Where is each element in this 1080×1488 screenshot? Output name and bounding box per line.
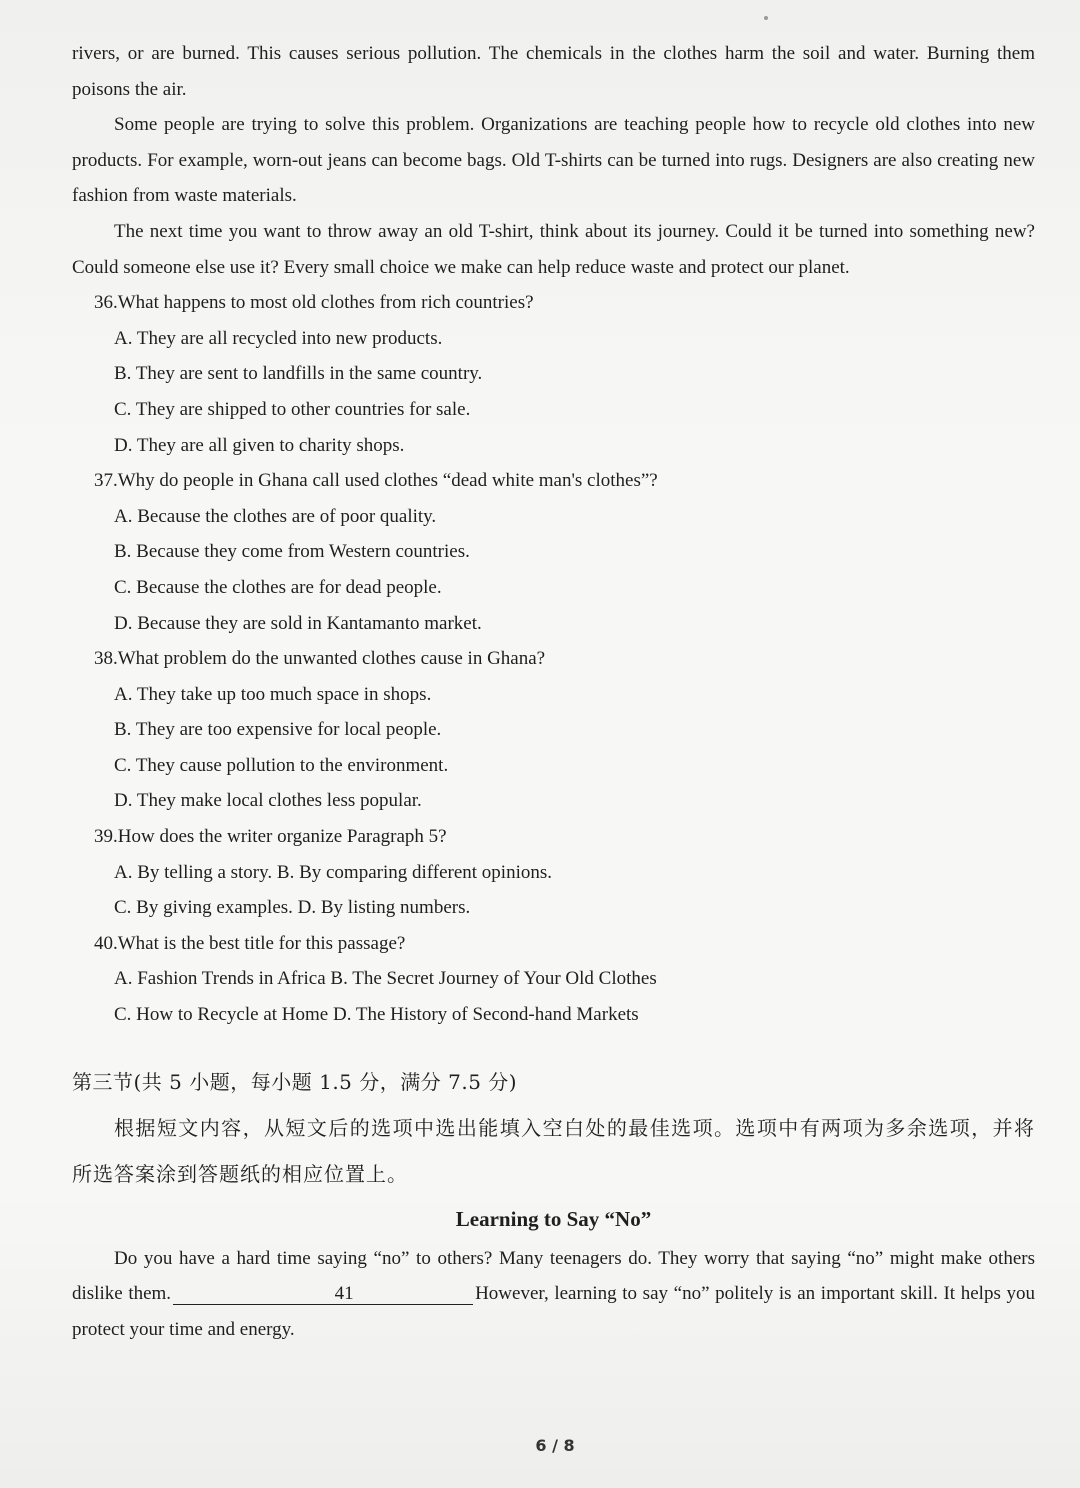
question-stem: 40.What is the best title for this passage?	[94, 932, 406, 954]
option-b: B. They are sent to landfills in the same country.	[114, 363, 483, 385]
page-number: 6 / 8	[535, 1436, 575, 1455]
options-line-cd: C. How to Recycle at Home D. The History of Second-hand Markets	[114, 1004, 639, 1026]
question-stem: 36.What happens to most old clothes from rich countries?	[94, 292, 534, 314]
question-stem: 38.What problem do the unwanted clothes cause in Ghana?	[94, 648, 546, 670]
option-a: A. They are all recycled into new products.	[114, 327, 443, 349]
question-39	[72, 819, 1035, 926]
question-38	[72, 641, 1035, 819]
question-36	[72, 285, 1035, 463]
section-instructions: 根据短文内容，从短文后的选项中选出能填入空白处的最佳选项。选项中有两项为多余选项，并将所选答案涂到答题纸的相应位置上。	[72, 1115, 1035, 1186]
option-c: C. They are shipped to other countries for sale.	[114, 398, 471, 420]
passage-title: Learning to Say “No”	[455, 1206, 652, 1231]
options-line-ab: A. Fashion Trends in Africa B. The Secret Journey of Your Old Clothes	[114, 968, 657, 990]
cloze-paragraph	[72, 1241, 1035, 1348]
page-content	[72, 36, 1035, 1347]
option-b: B. Because they come from Western countries.	[114, 541, 470, 563]
options-line-ab: A. By telling a story. B. By comparing different opinions.	[114, 861, 553, 883]
option-d: D. Because they are sold in Kantamanto market.	[114, 612, 482, 634]
section-heading: 第三节(共 5 小题，每小题 1.5 分，满分 7.5 分)	[72, 1069, 518, 1094]
scan-speck	[764, 16, 768, 20]
question-40	[72, 926, 1035, 1033]
option-a: A. They take up too much space in shops.	[114, 683, 432, 705]
option-c: C. Because the clothes are for dead people.	[114, 576, 442, 598]
option-a: A. Because the clothes are of poor quality.	[114, 505, 437, 527]
option-c: C. They cause pollution to the environment.	[114, 754, 449, 776]
passage-paragraph-continued: rivers, or are burned. This causes serious pollution. The chemicals in the clothes harm the soil and water. Burning them poisons the air.	[72, 43, 1035, 100]
cloze-text-after: However, learning to say “no” politely is an important skill. It helps you protect your time and energy.	[72, 1283, 1035, 1340]
question-stem: 37.Why do people in Ghana call used clothes “dead white man's clothes”?	[94, 470, 658, 492]
option-d: D. They make local clothes less popular.	[114, 790, 422, 812]
option-b: B. They are too expensive for local people.	[114, 719, 442, 741]
question-37	[72, 463, 1035, 641]
question-stem: 39.How does the writer organize Paragraph 5?	[94, 826, 447, 848]
passage-paragraph-5: Some people are trying to solve this problem. Organizations are teaching people how to recycle old clothes into new products. For example, worn-out jeans can become bags. Old T-shirts can be turned into rugs. Designers are also creating new fashion from waste materials.	[72, 114, 1035, 207]
blank-41: 41	[173, 1284, 473, 1305]
passage-paragraph-6: The next time you want to throw away an old T-shirt, think about its journey. Could it be turned into something new? Could someone else use it? Every small choice we make can help reduce waste and protect our planet.	[72, 220, 1035, 278]
cloze-text-before: Do you have a hard time saying “no” to others? Many teenagers do. They worry that saying “no” might make others dislike them.	[72, 1247, 1035, 1305]
option-d: D. They are all given to charity shops.	[114, 434, 405, 456]
options-line-cd: C. By giving examples. D. By listing numbers.	[114, 897, 471, 919]
